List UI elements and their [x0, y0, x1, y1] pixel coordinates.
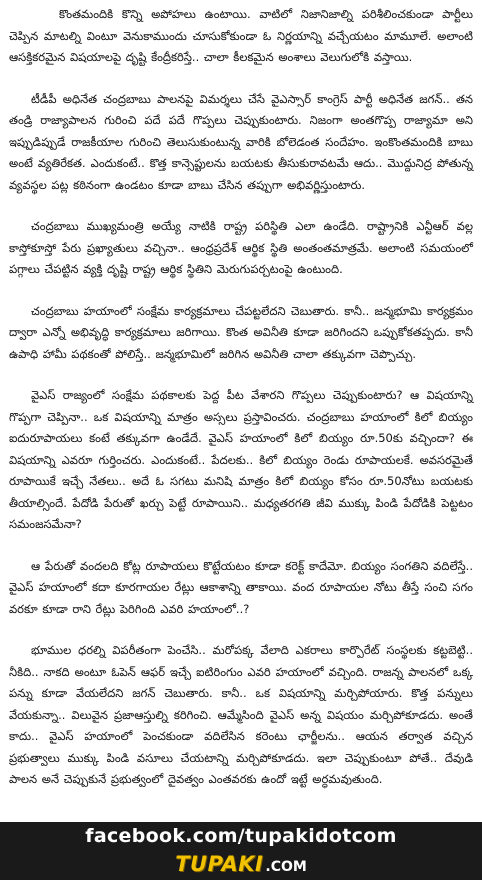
site-logo — [0, 852, 482, 876]
article-paragraph-3: చంద్రబాబు ముఖ్యమంత్రి అయ్యే నాటికి రాష్ట్ర పరిస్థితి ఎలా ఉండేది. రాష్ట్రానికి ఎన్టీఆర్ వల్ల కాస్తోకూస్తో పేరు ప్రఖ్యాతులు వచ్చినా.. ఆంధ్రప్రదేశ్ ఆర్థిక స్థితి అంతంతమాత్రమే. అలాంటి సమయంలో పగ్గాలు చేపట్టిన వ్యక్తి దృష్టి రాష్ట్ర ఆర్థిక స్థితిని మెరుగుపర్చటంపై ఉంటుంది. — [9, 219, 473, 276]
article-paragraph-7: భూముల ధరల్ని విపరీతంగా పెంచేసి.. మరోపక్క వేలాది ఎకరాలు కార్పొరేట్ సంస్థలకు కట్టబెట్టి.. నీకిది.. నాకది అంటూ ఓపెన్ ఆఫర్ ఇచ్చే ఐటిరింగుం ఎవరి హయాంలో వచ్చింది. రాజన్న పాలనలో ఒక్క పన్ను కూడా వేయలేదని జగన్ చెబుతారు. కానీ.. ఒక విషయాన్ని మర్చిపోయారు. కొత్త పన్నులు వేయకున్నా.. విలువైన ప్రజాఆస్తుల్ని కరిగించి. ఆమ్మేసింది వైఎస్ అన్న విషయం మర్చిపోకూడదు. అంతే కాదు.. వైఎస్ హయాంలో పెంచకుండా వదిలేసిన కరెంటు ఛార్జీలను.. ఆయన తర్వాత వచ్చిన ప్రభుత్వాలు ముక్కు పిండి వసూలు చేయటాన్ని మర్చిపోకూడదు. ఇలా చెప్పుకుంటూ పోతే.. దేవుడి పాలన అనే చెప్పుకునే ప్రభుత్వంలో దైవత్వం ఎంతవరకు ఉందో ఇట్టే అర్ధమవుతుంది. — [9, 643, 473, 786]
article-paragraph-1: కొంతమందికి కొన్ని అపోహలు ఉంటాయి. వాటిలో నిజానిజాల్ని పరిశీలించకుండా పార్టీలు చెప్పిన మాటల్ని వింటూ వెనుకాముందు చూసుకోకుండా ఓ నిర్ణయాన్ని వచ్చేయటం మామూలే. అలాంటి ఆసక్తికరమైన విషయాలపై దృష్టి కేంద్రీకరిస్తే.. చాలా కీలకమైన అంశాలు వెలుగులోకి వస్తాయి. — [9, 7, 473, 64]
facebook-url[interactable]: facebook.com/tupakidotcom — [85, 825, 397, 847]
article-paragraph-2: టీడీపీ అధినేత చంద్రబాబు పాలనపై విమర్శలు చేసే వైఎస్సార్ కాంగ్రెస్ పార్టీ అధినేత జగన్.. తన తండ్రి రాజ్యాపాలన గురించి పదే పదే గొప్పలు చెప్పుకుంటారు. నిజంగా అంతగొప్ప రాజ్యామా అని ఇప్పుడిప్పుడే రాజకీయాల గురించి తెలుసుకుంటున్న వారికి బోలెడంత సందేహం. ఇంకొంతమందికి బాబు అంటే వ్యతిరేకత. ఎందుకంటే.. కొత్త కాన్సెప్టులను బయటకు తీసుకురావటమే ఆదు.. మొద్దునిద్ర పోతున్న వ్యవస్థల పట్ల కఠినంగా ఉండటం కూడా బాబు చేసిన తప్పుగా అభివర్ణిస్తుంటారు. — [9, 91, 473, 192]
footer-banner — [0, 822, 482, 880]
article-paragraph-5: వైఎస్ రాజ్యంలో సంక్షేమ పథకాలకు పెద్ద పీట వేశారని గొప్పలు చెప్పుకుంటారు? ఆ విషయాన్ని గొప్పగా చెప్పినా.. ఒక విషయాన్ని మాత్రం అస్సలు ప్రస్తావించరు. చంద్రబాబు హయాంలో కిలో బియ్యం ఐదురూపాయలు కంటే తక్కువగా ఉండేదే. వైఎస్ హయాంలో కిలో బియ్యం రూ.50కు వచ్చిందా? ఈ విషయాన్ని ఎవరూ గుర్తించరు. ఎందుకంటే.. పేదలకు.. కిలో బియ్యం రెండు రూపాయలకే. అవసరమైతే రూపాయికే ఇచ్చే నేతలు.. అదే ఓ సగటు మనిషి మాత్రం కిలో బియ్యం కోసం రూ.50నోటు బయటకు తీయాల్సిందే. పేదోడి పేరుతో ఖర్చు పెట్టే రూపాయిని.. మధ్యతరగతి జీవి ముక్కు పిండి పేదోడికి పెట్టటం సమంజసమేనా? — [9, 388, 473, 531]
article-paragraph-4: చంద్రబాబు హయాంలో సంక్షేమ కార్యక్రమాలు చేపట్టలేదని చెబుతారు. కానీ.. జన్మభూమి కార్యక్రమం ద్వారా ఎన్నో అభివృద్ధి కార్యక్రమాలు జరిగాయి. కొంత అవినీతి కూడా జరిగిందని ఒప్పుకోకతప్పదు. కానీ ఉపాధి హామీ పథకంతో పోలిస్తే.. జన్మభూమిలో జరిగిన అవినీతి చాలా తక్కువగా చెప్పొచ్చు. — [9, 303, 473, 361]
logo-text: TUPAKI — [175, 852, 264, 876]
article-paragraph-6: ఆ పేరుతో వందలది కోట్ల రూపాయలు కొట్టేయటం కూడా కరెక్ట్ కాదేమో. బియ్యం సంగతిని వదిలేస్తే.. వైఎస్ హయాంలో కదా కూరగాయల రేట్లు ఆకాశాన్ని తాకాయి. వంద రూపాయల నోటు తీస్తే సంచి సగం వరకూ కూడా రాని రేట్లు పెరిగింది ఎవరి హయాంలో..? — [9, 558, 473, 616]
logo-suffix: .COM — [265, 859, 307, 875]
